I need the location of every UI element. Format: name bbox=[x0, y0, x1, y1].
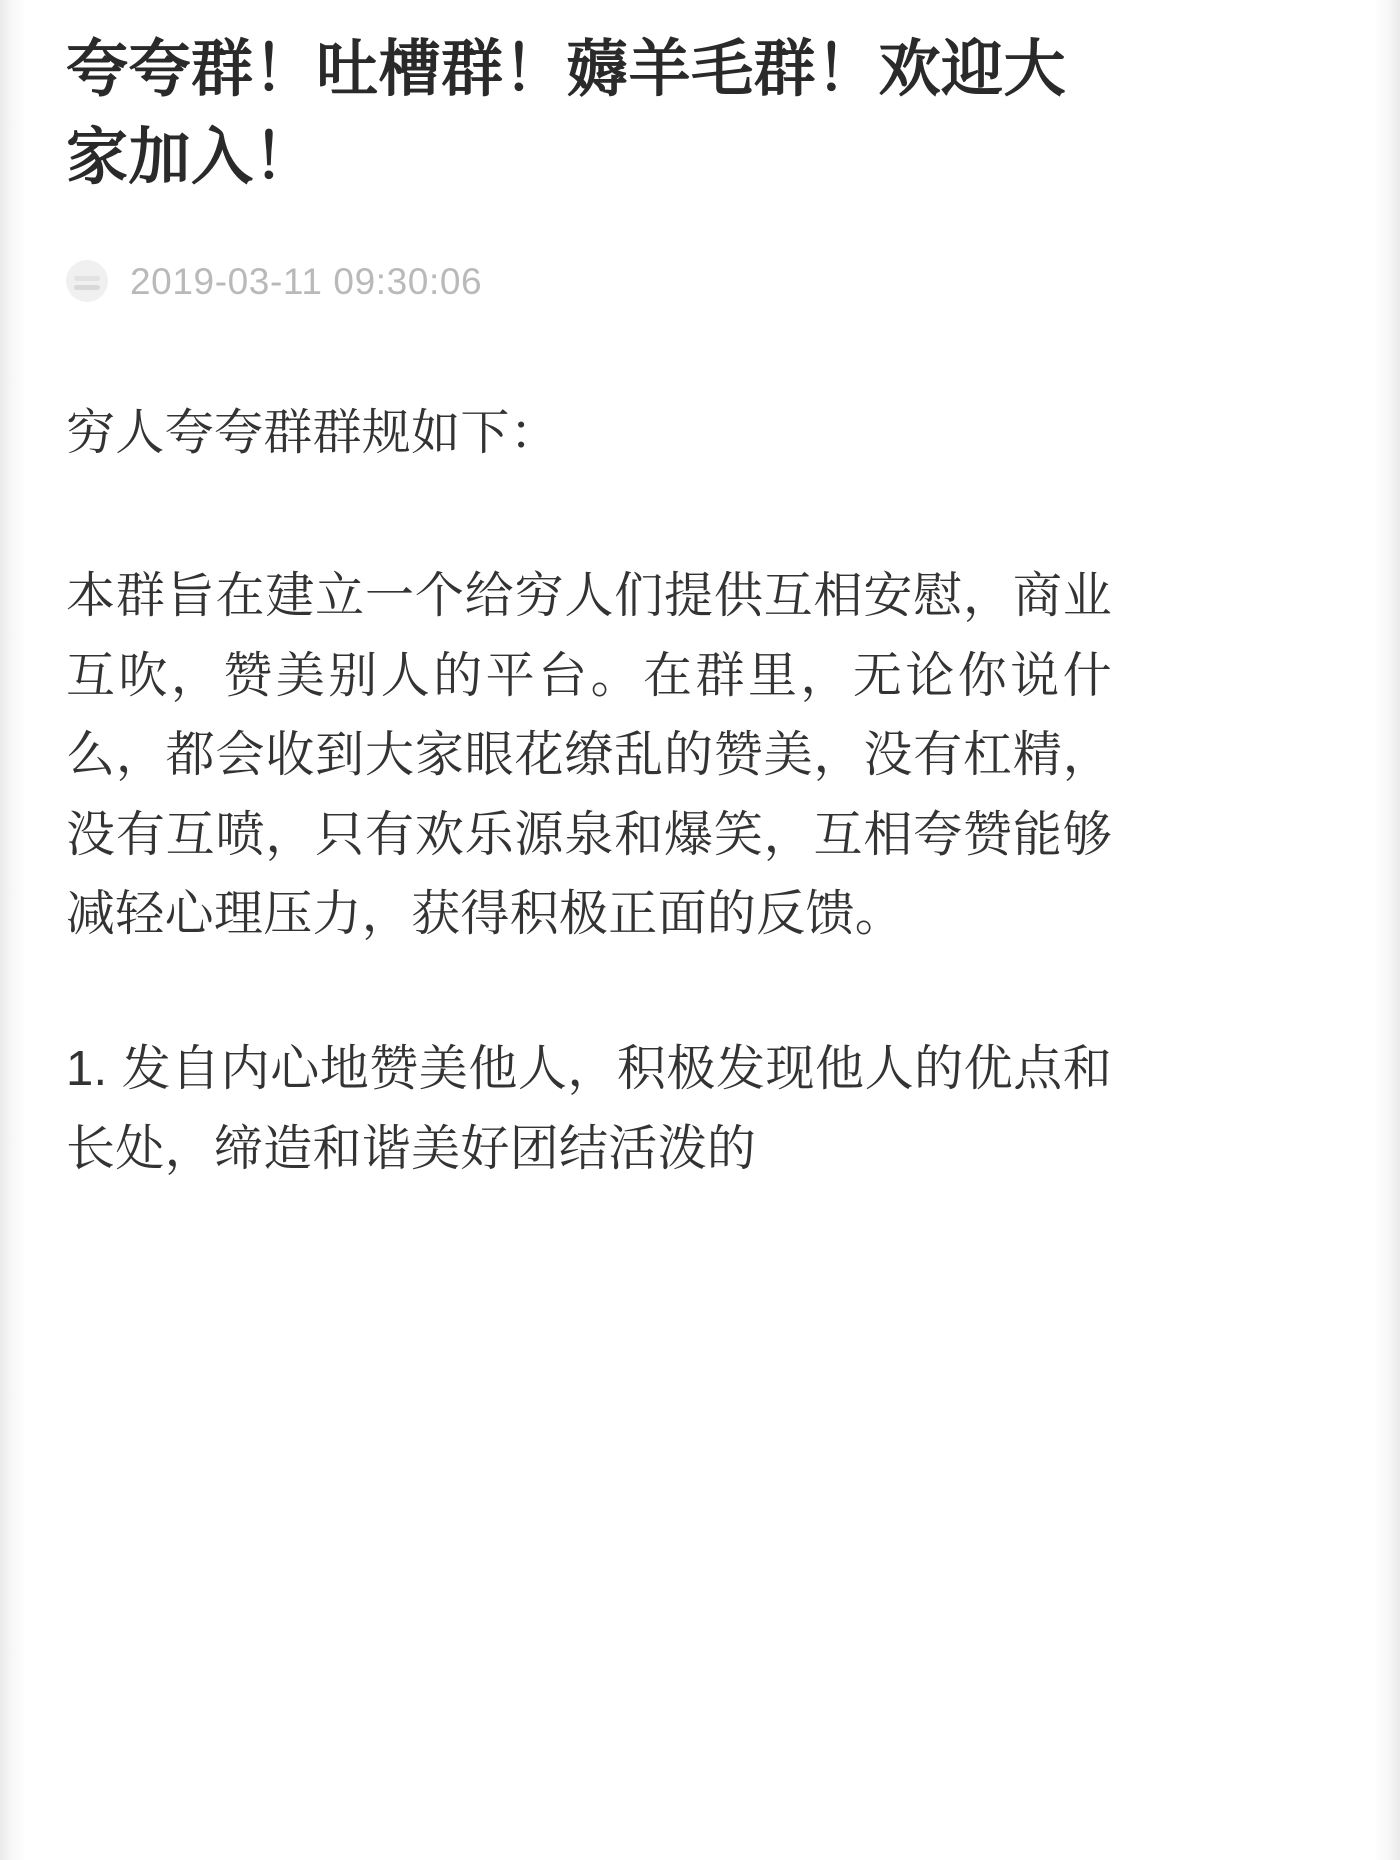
paragraph: 1. 发自内心地赞美他人，积极发现他人的优点和长处，缔造和谐美好团结活泼的 bbox=[66, 1042, 1112, 1176]
article-body bbox=[66, 394, 1342, 1189]
article-meta bbox=[66, 260, 1342, 302]
paragraph: 穷人夸夸群群规如下： bbox=[66, 406, 560, 461]
paragraph: 本群旨在建立一个给穷人们提供互相安慰，商业互吹，赞美别人的平台。在群里，无论你说什么，都会收到大家眼花缭乱的赞美，没有杠精，没有互喷，只有欢乐源泉和爆笑，互相夸赞能够减轻心理压力，获得积极正面的反馈。 bbox=[66, 569, 1112, 941]
user-avatar-icon bbox=[66, 260, 108, 302]
page-title: 夸夸群！吐槽群！薅羊毛群！欢迎大家加入！ bbox=[66, 35, 1067, 193]
publish-date: 2019-03-11 09:30:06 bbox=[130, 260, 483, 302]
